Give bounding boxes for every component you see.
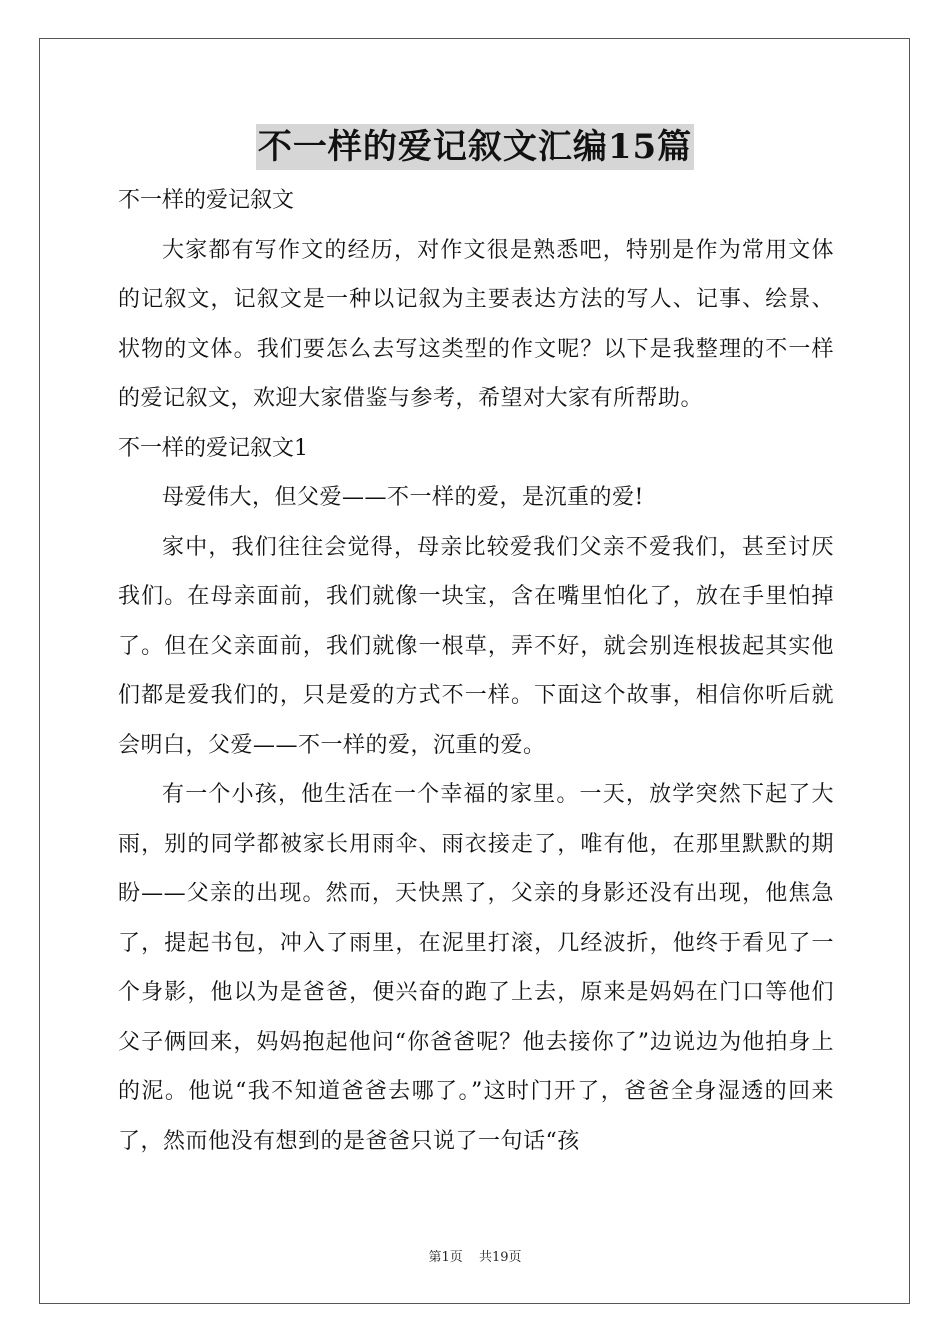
document-title — [0, 124, 950, 170]
paragraph: 母爱伟大，但父爱——不一样的爱，是沉重的爱! — [162, 485, 644, 510]
section-heading: 不一样的爱记叙文 — [118, 188, 295, 213]
page-number: 第1页 — [428, 1250, 463, 1265]
section-heading: 不一样的爱记叙文1 — [118, 435, 308, 461]
paragraph: 有一个小孩，他生活在一个幸福的家里。一天，放学突然下起了大雨，别的同学都被家长用雨伞、雨衣接走了，唯有他，在那里默默的期盼——父亲的出现。然而，天快黑了，父亲的身影还没有出现，他焦急了，提起书包，冲入了雨里，在泥里打滚，几经波折，他终于看见了一个身影，他以为是爸爸，便兴奋的跑了上去，原来是妈妈在门口等他们父子俩回来，妈妈抱起他问“你爸爸呢？他去接你了”边说边为他拍身上的泥。他说“我不知道爸爸去哪了。”这时门开了，爸爸全身湿透的回来了，然而他没有想到的是爸爸只说了一句话“孩 — [118, 782, 834, 1154]
document-body — [118, 176, 834, 1166]
document-title-text: 不一样的爱记叙文汇编15篇 — [256, 124, 694, 170]
total-pages: 共19页 — [478, 1250, 522, 1265]
paragraph: 家中，我们往往会觉得，母亲比较爱我们父亲不爱我们，甚至讨厌我们。在母亲面前，我们就像一块宝，含在嘴里怕化了，放在手里怕掉了。但在父亲面前，我们就像一根草，弄不好，就会别连根拔起其实他们都是爱我们的，只是爱的方式不一样。下面这个故事，相信你听后就会明白，父爱——不一样的爱，沉重的爱。 — [118, 534, 834, 758]
paragraph: 大家都有写作文的经历，对作文很是熟悉吧，特别是作为常用文体的记叙文，记叙文是一种以记叙为主要表达方法的写人、记事、绘景、状物的文体。我们要怎么去写这类型的作文呢？以下是我整理的不一样的爱记叙文，欢迎大家借鉴与参考，希望对大家有所帮助。 — [118, 237, 834, 411]
page-footer — [0, 1246, 950, 1265]
